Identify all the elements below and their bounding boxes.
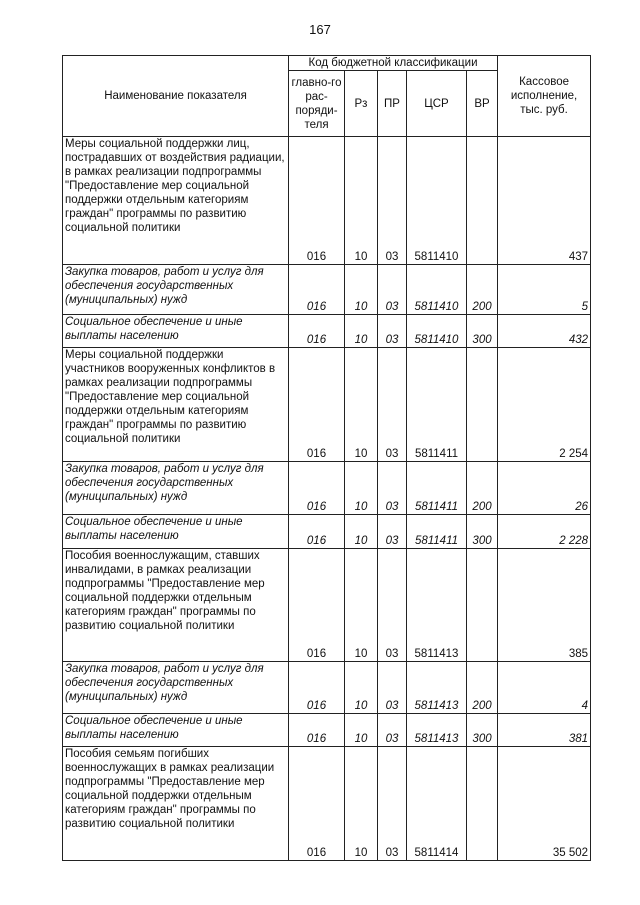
header-vr: ВР <box>467 71 498 137</box>
row-amount: 432 <box>498 315 591 348</box>
table-row <box>63 549 591 662</box>
row-rz: 10 <box>345 348 378 462</box>
row-pr: 03 <box>378 265 407 315</box>
row-rz: 10 <box>345 462 378 515</box>
row-rz: 10 <box>345 515 378 549</box>
row-vr: 200 <box>467 662 498 714</box>
row-csr: 5811411 <box>407 462 467 515</box>
header-rz: Рз <box>345 71 378 137</box>
row-amount: 385 <box>498 549 591 662</box>
header-csr: ЦСР <box>407 71 467 137</box>
row-amount: 381 <box>498 714 591 747</box>
table-row <box>63 315 591 348</box>
row-rz: 10 <box>345 265 378 315</box>
row-pr: 03 <box>378 137 407 265</box>
table-row <box>63 714 591 747</box>
row-rz: 10 <box>345 315 378 348</box>
row-pr: 03 <box>378 714 407 747</box>
table-row <box>63 137 591 265</box>
row-pr: 03 <box>378 315 407 348</box>
table-row <box>63 265 591 315</box>
row-csr: 5811411 <box>407 515 467 549</box>
row-amount: 35 502 <box>498 747 591 861</box>
header-main-administrator: главно-го рас-поряди-теля <box>289 71 345 137</box>
row-csr: 5811413 <box>407 549 467 662</box>
row-gr: 016 <box>289 315 345 348</box>
row-name: Меры социальной поддержки участников вооруженных конфликтов в рамках реализации подпрограммы "Предоставление мер социальной поддержки отдельным категориям граждан" программы по развитию социальной политики <box>63 348 289 462</box>
row-rz: 10 <box>345 662 378 714</box>
row-gr: 016 <box>289 137 345 265</box>
row-gr: 016 <box>289 662 345 714</box>
row-amount: 2 228 <box>498 515 591 549</box>
row-name: Пособия военнослужащим, ставших инвалидами, в рамках реализации подпрограммы "Предоставление мер социальной поддержки отдельным категориям граждан" программы по развитию социальной политики <box>63 549 289 662</box>
row-pr: 03 <box>378 348 407 462</box>
row-csr: 5811410 <box>407 265 467 315</box>
budget-table <box>62 55 591 861</box>
row-amount: 437 <box>498 137 591 265</box>
row-gr: 016 <box>289 549 345 662</box>
table-row <box>63 348 591 462</box>
row-csr: 5811414 <box>407 747 467 861</box>
row-amount: 2 254 <box>498 348 591 462</box>
row-pr: 03 <box>378 662 407 714</box>
row-amount: 26 <box>498 462 591 515</box>
header-name: Наименование показателя <box>63 56 289 137</box>
row-vr <box>467 549 498 662</box>
row-pr: 03 <box>378 462 407 515</box>
header-code-group: Код бюджетной классификации <box>289 56 498 71</box>
row-name: Социальное обеспечение и иные выплаты населению <box>63 515 289 549</box>
row-name: Социальное обеспечение и иные выплаты населению <box>63 714 289 747</box>
row-vr <box>467 137 498 265</box>
row-name: Закупка товаров, работ и услуг для обеспечения государственных (муниципальных) нужд <box>63 265 289 315</box>
row-rz: 10 <box>345 549 378 662</box>
row-vr <box>467 348 498 462</box>
row-name: Закупка товаров, работ и услуг для обеспечения государственных (муниципальных) нужд <box>63 462 289 515</box>
row-name: Социальное обеспечение и иные выплаты населению <box>63 315 289 348</box>
row-gr: 016 <box>289 515 345 549</box>
row-gr: 016 <box>289 348 345 462</box>
row-pr: 03 <box>378 747 407 861</box>
row-csr: 5811413 <box>407 662 467 714</box>
row-gr: 016 <box>289 714 345 747</box>
row-name: Закупка товаров, работ и услуг для обеспечения государственных (муниципальных) нужд <box>63 662 289 714</box>
row-csr: 5811410 <box>407 137 467 265</box>
row-name: Пособия семьям погибших военнослужащих в рамках реализации подпрограммы "Предоставление мер социальной поддержки отдельным категориям граждан" программы по развитию социальной политики <box>63 747 289 861</box>
table-row <box>63 662 591 714</box>
row-csr: 5811411 <box>407 348 467 462</box>
row-gr: 016 <box>289 747 345 861</box>
row-rz: 10 <box>345 714 378 747</box>
row-pr: 03 <box>378 549 407 662</box>
header-pr: ПР <box>378 71 407 137</box>
row-vr: 300 <box>467 315 498 348</box>
row-vr: 200 <box>467 462 498 515</box>
header-cash: Кассовое исполнение, тыс. руб. <box>498 56 591 137</box>
row-vr: 200 <box>467 265 498 315</box>
row-vr <box>467 747 498 861</box>
row-name: Меры социальной поддержки лиц, пострадавших от воздействия радиации, в рамках реализации подпрограммы "Предоставление мер социальной поддержки отдельным категориям граждан" программы по развитию социальной политики <box>63 137 289 265</box>
table-row <box>63 515 591 549</box>
row-csr: 5811410 <box>407 315 467 348</box>
row-amount: 4 <box>498 662 591 714</box>
page-number: 167 <box>309 22 331 37</box>
row-gr: 016 <box>289 265 345 315</box>
row-csr: 5811413 <box>407 714 467 747</box>
row-pr: 03 <box>378 515 407 549</box>
table-row <box>63 747 591 861</box>
row-gr: 016 <box>289 462 345 515</box>
row-vr: 300 <box>467 714 498 747</box>
table-row <box>63 462 591 515</box>
row-vr: 300 <box>467 515 498 549</box>
row-rz: 10 <box>345 747 378 861</box>
row-amount: 5 <box>498 265 591 315</box>
row-rz: 10 <box>345 137 378 265</box>
